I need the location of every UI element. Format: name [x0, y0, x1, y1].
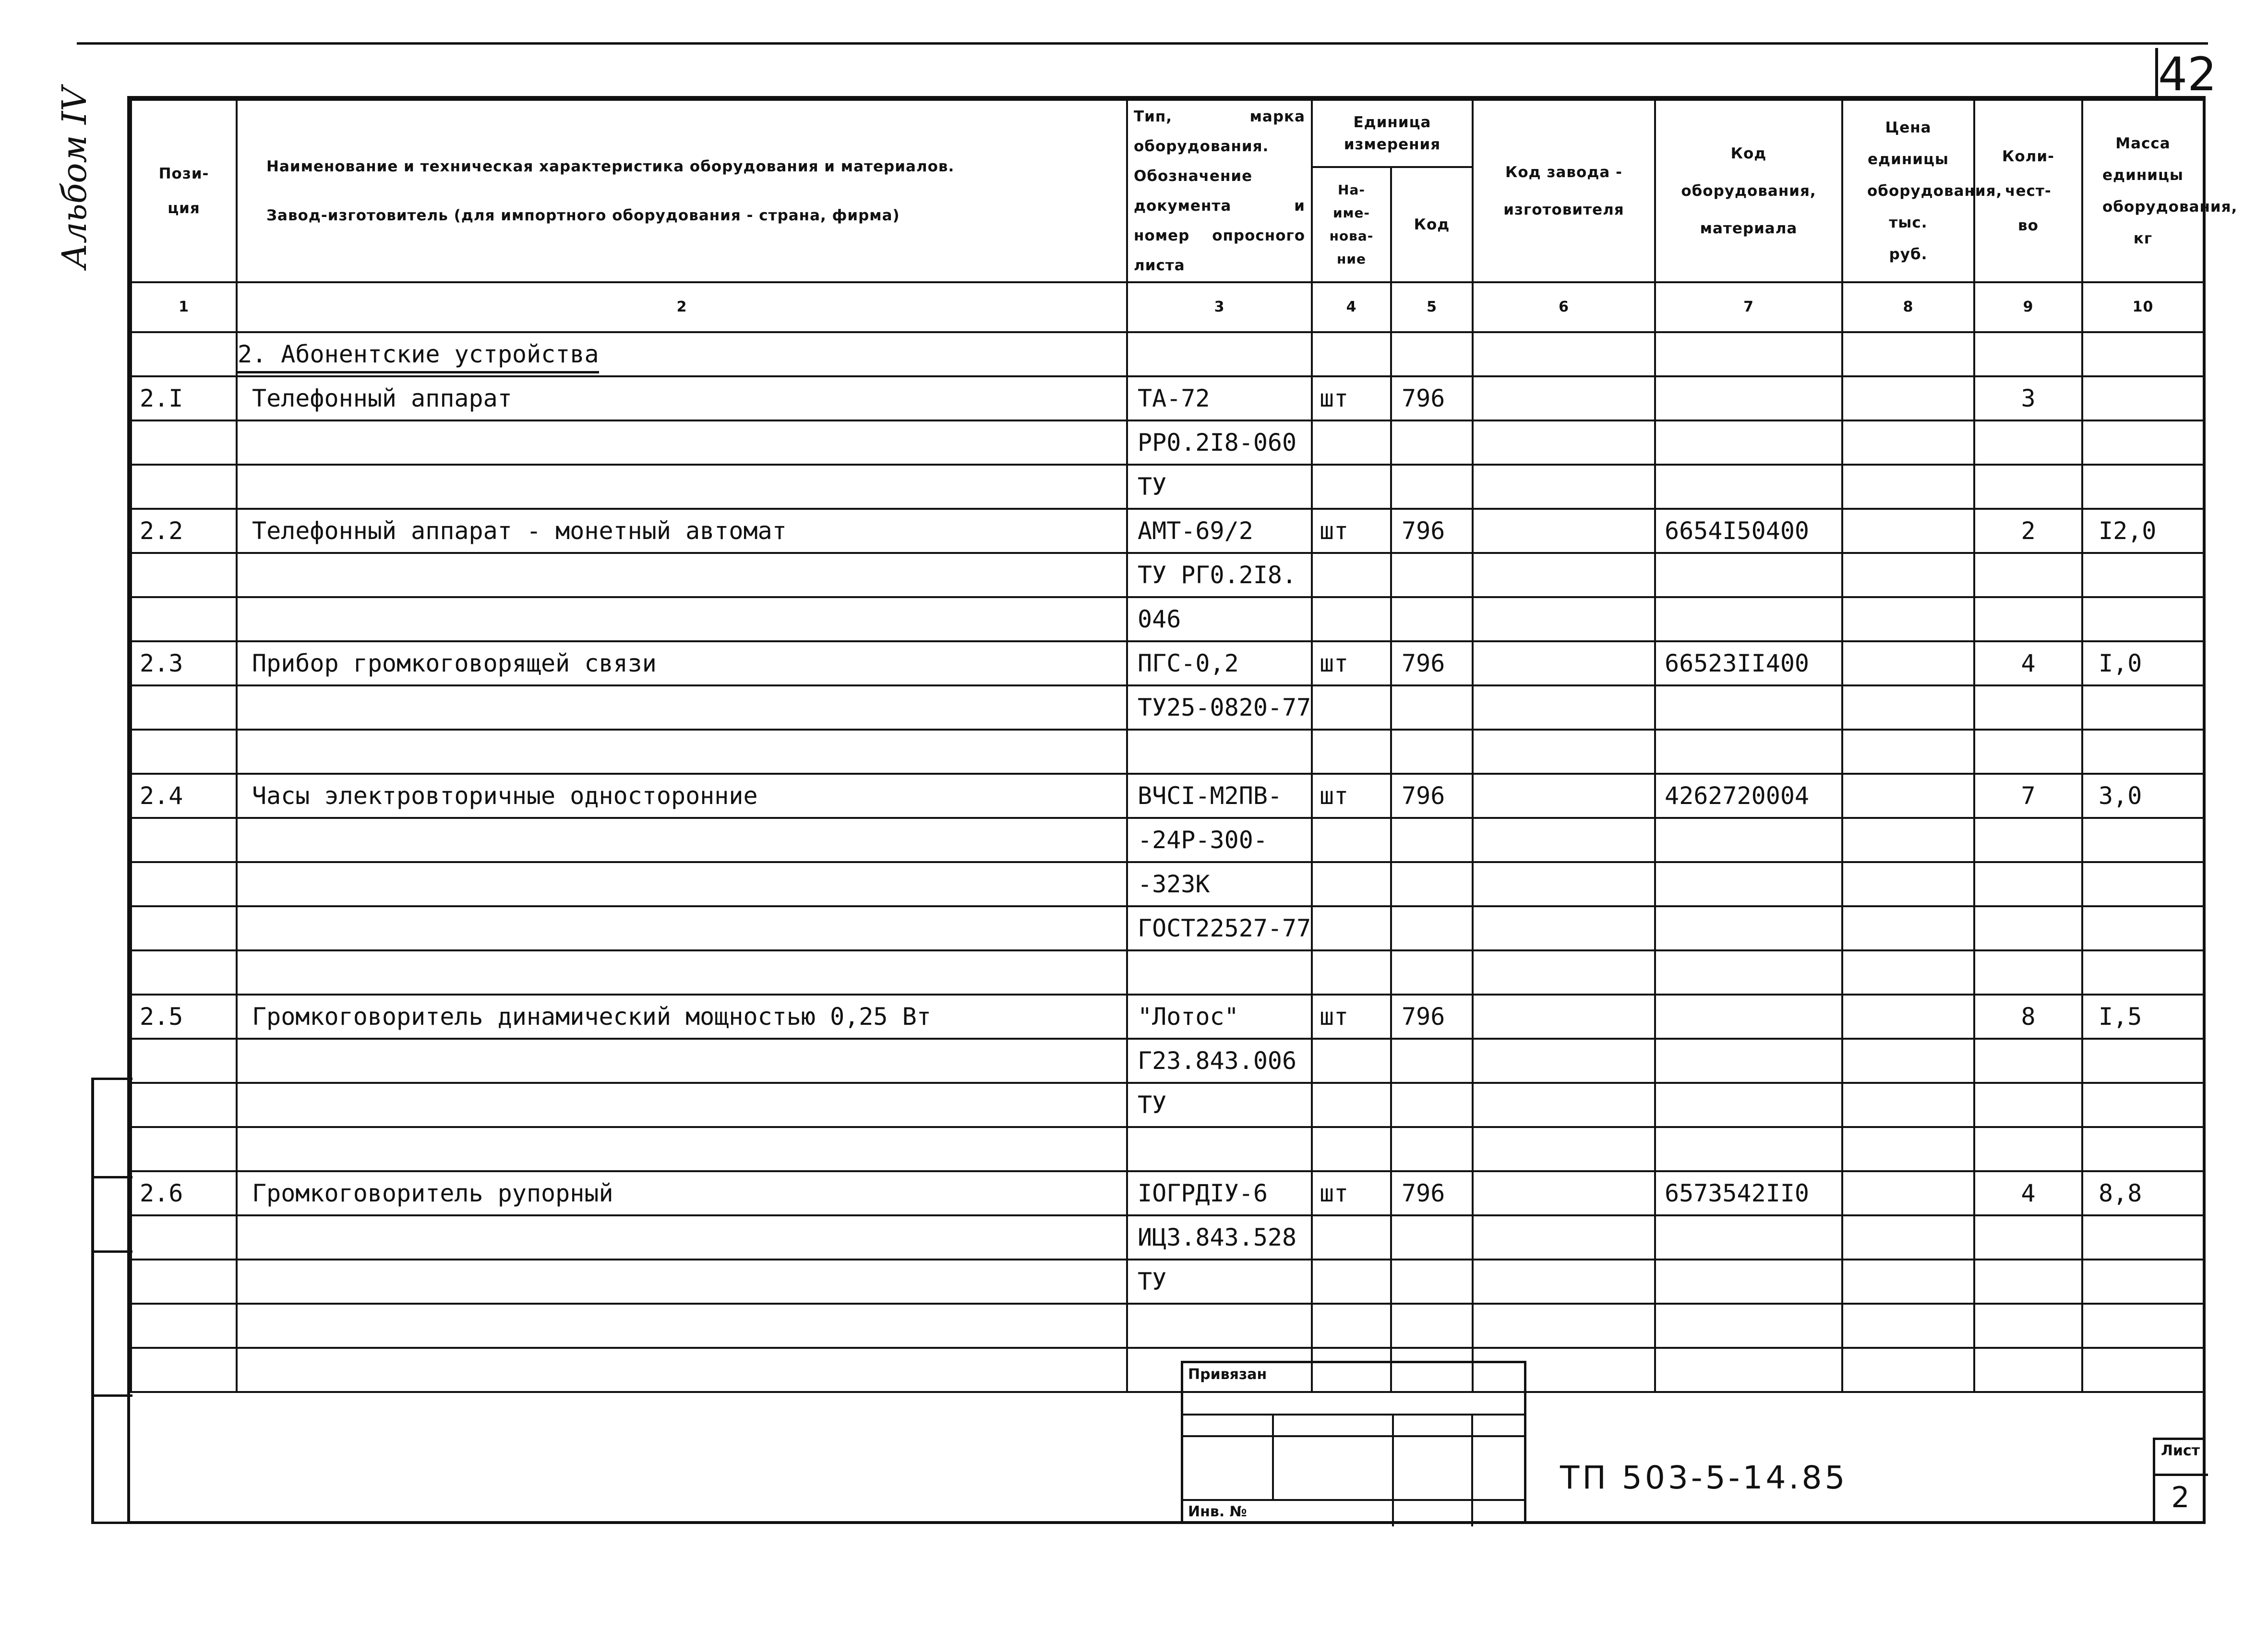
plant-code-cell [1473, 420, 1655, 465]
header-price: Цена единицы оборудования, тыс. руб. [1842, 100, 1974, 282]
name-cell [237, 1215, 1127, 1260]
plant-code-cell [1473, 553, 1655, 597]
mass-cell [2082, 730, 2204, 774]
unit-code-cell: 796 [1391, 509, 1473, 553]
unit-name-cell [1312, 1039, 1391, 1083]
album-label: Альбом IV [55, 86, 94, 269]
position-cell [131, 1039, 237, 1083]
quantity-cell: 3 [1974, 376, 2082, 420]
plant-code-cell [1473, 1171, 1655, 1215]
quantity-cell [1974, 1083, 2082, 1127]
price-cell [1842, 1039, 1974, 1083]
sheet-value: 2 [2171, 1481, 2190, 1514]
table-row [131, 685, 2204, 730]
quantity-cell: 2 [1974, 509, 2082, 553]
mass-cell [2082, 1348, 2204, 1392]
price-cell [1842, 1260, 1974, 1304]
quantity-cell [1974, 1039, 2082, 1083]
unit-name-cell: шт [1312, 641, 1391, 685]
unit-code-cell [1391, 1215, 1473, 1260]
unit-code-cell [1391, 1083, 1473, 1127]
mass-cell: 3,0 [2082, 774, 2204, 818]
plant-code-cell [1473, 995, 1655, 1039]
section-row [131, 332, 2204, 376]
header-unit-group [1312, 100, 1473, 167]
plant-code-cell [1473, 1215, 1655, 1260]
type-cell: "Лотос" [1127, 995, 1312, 1039]
position-cell: 2.5 [131, 995, 237, 1039]
equipment-code-cell [1655, 376, 1842, 420]
plant-code-cell [1473, 641, 1655, 685]
unit-name-cell: шт [1312, 509, 1391, 553]
type-cell: ТУ [1127, 1083, 1312, 1127]
type-cell: 046 [1127, 597, 1312, 641]
price-cell [1842, 1348, 1974, 1392]
table-row [131, 1348, 2204, 1392]
quantity-cell: 7 [1974, 774, 2082, 818]
name-cell [237, 906, 1127, 950]
position-cell: 2.6 [131, 1171, 237, 1215]
name-cell: Часы электровторичные односторонние [237, 774, 1127, 818]
header-position: Пози- ция [131, 100, 237, 282]
name-cell: Телефонный аппарат - монетный автомат [237, 509, 1127, 553]
type-cell: ТУ [1127, 1260, 1312, 1304]
mass-cell [2082, 862, 2204, 906]
equipment-code-cell: 6654I50400 [1655, 509, 1842, 553]
specification-table [130, 99, 2238, 1393]
position-cell [131, 1304, 237, 1348]
position-cell [131, 597, 237, 641]
table-row [131, 774, 2204, 818]
unit-code-cell [1391, 1039, 1473, 1083]
quantity-cell [1974, 906, 2082, 950]
name-cell: Телефонный аппарат [237, 376, 1127, 420]
mass-cell: I,0 [2082, 641, 2204, 685]
type-cell: ПГС-0,2 [1127, 641, 1312, 685]
unit-name-cell [1312, 1215, 1391, 1260]
type-cell [1127, 730, 1312, 774]
document-code: ТП 503-5-14.85 [1560, 1459, 1848, 1496]
price-cell [1842, 862, 1974, 906]
quantity-cell [1974, 553, 2082, 597]
position-cell [131, 1215, 237, 1260]
price-cell [1842, 1304, 1974, 1348]
position-cell: 2.3 [131, 641, 237, 685]
mass-cell [2082, 1039, 2204, 1083]
unit-name-cell [1312, 1127, 1391, 1171]
table-row [131, 1260, 2204, 1304]
table-row [131, 1304, 2204, 1348]
unit-code-cell [1391, 420, 1473, 465]
mass-cell [2082, 1127, 2204, 1171]
mass-cell [2082, 465, 2204, 509]
name-cell [237, 1039, 1127, 1083]
unit-code-cell: 796 [1391, 995, 1473, 1039]
equipment-code-cell: 6573542II0 [1655, 1171, 1842, 1215]
unit-name-cell [1312, 685, 1391, 730]
name-cell [237, 553, 1127, 597]
mass-cell: I2,0 [2082, 509, 2204, 553]
sheet-box [2153, 1438, 2206, 1524]
type-cell [1127, 1304, 1312, 1348]
equipment-code-cell [1655, 1083, 1842, 1127]
section-title [237, 332, 1127, 376]
quantity-cell [1974, 1348, 2082, 1392]
equipment-code-cell [1655, 995, 1842, 1039]
table-row [131, 597, 2204, 641]
unit-code-cell: 796 [1391, 641, 1473, 685]
plant-code-cell [1473, 376, 1655, 420]
mass-cell [2082, 906, 2204, 950]
mass-cell [2082, 597, 2204, 641]
equipment-code-cell [1655, 1260, 1842, 1304]
type-cell: -24Р-300- [1127, 818, 1312, 862]
unit-code-cell [1391, 597, 1473, 641]
table-row [131, 1171, 2204, 1215]
equipment-code-cell [1655, 1215, 1842, 1260]
table-row [131, 465, 2204, 509]
price-cell [1842, 685, 1974, 730]
equipment-code-cell [1655, 553, 1842, 597]
unit-name-cell [1312, 862, 1391, 906]
mass-cell [2082, 685, 2204, 730]
colnum-4: 4 [1312, 282, 1391, 332]
unit-code-cell: 796 [1391, 376, 1473, 420]
type-cell: ТУ25-0820-77 [1127, 685, 1312, 730]
equipment-code-cell [1655, 420, 1842, 465]
position-cell [131, 730, 237, 774]
price-cell [1842, 376, 1974, 420]
quantity-cell [1974, 685, 2082, 730]
type-cell: PP0.2I8-060 [1127, 420, 1312, 465]
unit-code-cell [1391, 950, 1473, 995]
header-name-line2: Завод-изготовитель (для импортного оборудования - страна, фирма) [266, 207, 900, 224]
unit-code-cell [1391, 553, 1473, 597]
binding-stamp-block [1181, 1361, 1526, 1524]
type-cell: ТУ [1127, 465, 1312, 509]
price-cell [1842, 553, 1974, 597]
table-row [131, 1127, 2204, 1171]
unit-name-cell: шт [1312, 995, 1391, 1039]
position-cell [131, 1127, 237, 1171]
colnum-8: 8 [1842, 282, 1974, 332]
unit-name-cell [1312, 950, 1391, 995]
header-mass: Масса единицы оборудования, кг [2082, 100, 2204, 282]
plant-code-cell [1473, 1039, 1655, 1083]
quantity-cell: 8 [1974, 995, 2082, 1039]
position-cell [131, 818, 237, 862]
equipment-code-cell [1655, 1304, 1842, 1348]
type-cell: ТА-72 [1127, 376, 1312, 420]
quantity-cell [1974, 1127, 2082, 1171]
header-unit-code: Код [1391, 167, 1473, 282]
name-cell: Громкоговоритель динамический мощностью 0,25 Вт [237, 995, 1127, 1039]
plant-code-cell [1473, 597, 1655, 641]
name-cell [237, 818, 1127, 862]
top-rule [77, 42, 2208, 45]
name-cell: Громкоговоритель рупорный [237, 1171, 1127, 1215]
table-row [131, 995, 2204, 1039]
table-row [131, 862, 2204, 906]
quantity-cell [1974, 420, 2082, 465]
equipment-code-cell [1655, 465, 1842, 509]
header-name [237, 100, 1127, 282]
plant-code-cell [1473, 906, 1655, 950]
unit-name-cell [1312, 420, 1391, 465]
colnum-9: 9 [1974, 282, 2082, 332]
position-cell [131, 465, 237, 509]
position-cell: 2.I [131, 376, 237, 420]
unit-name-cell [1312, 1260, 1391, 1304]
position-cell: 2.4 [131, 774, 237, 818]
price-cell [1842, 509, 1974, 553]
mass-cell [2082, 1304, 2204, 1348]
unit-name-cell [1312, 553, 1391, 597]
equipment-code-cell [1655, 1039, 1842, 1083]
position-cell [131, 553, 237, 597]
unit-name-cell: шт [1312, 376, 1391, 420]
mass-cell [2082, 420, 2204, 465]
table-row [131, 1215, 2204, 1260]
sheet-number: 42 [2155, 48, 2211, 101]
equipment-code-cell [1655, 685, 1842, 730]
unit-code-cell [1391, 862, 1473, 906]
position-cell: 2.2 [131, 509, 237, 553]
position-cell [131, 1083, 237, 1127]
name-cell [237, 950, 1127, 995]
sheet-box-divider [2155, 1474, 2208, 1476]
type-cell [1127, 1127, 1312, 1171]
header-equip-code: Код оборудования, материала [1655, 100, 1842, 282]
name-cell [237, 1127, 1127, 1171]
unit-code-cell [1391, 818, 1473, 862]
price-cell [1842, 950, 1974, 995]
equipment-code-cell [1655, 1127, 1842, 1171]
inventory-label: Инв. № [1188, 1503, 1247, 1520]
plant-code-cell [1473, 1260, 1655, 1304]
type-cell: IОГРДIУ-6 [1127, 1171, 1312, 1215]
quantity-cell [1974, 597, 2082, 641]
table-row [131, 641, 2204, 685]
price-cell [1842, 465, 1974, 509]
position-cell [131, 420, 237, 465]
plant-code-cell [1473, 730, 1655, 774]
equipment-code-cell [1655, 906, 1842, 950]
unit-code-cell: 796 [1391, 774, 1473, 818]
binding-label: Привязан [1188, 1366, 1267, 1383]
colnum-1: 1 [131, 282, 237, 332]
mass-cell [2082, 1260, 2204, 1304]
quantity-cell [1974, 730, 2082, 774]
price-cell [1842, 906, 1974, 950]
table-row [131, 1039, 2204, 1083]
colnum-3: 3 [1127, 282, 1312, 332]
unit-name-cell [1312, 1083, 1391, 1127]
equipment-code-cell [1655, 950, 1842, 995]
price-cell [1842, 1083, 1974, 1127]
plant-code-cell [1473, 465, 1655, 509]
side-strip [91, 1078, 130, 1524]
unit-code-cell [1391, 1260, 1473, 1304]
type-cell: ГОСТ22527-77 [1127, 906, 1312, 950]
colnum-10: 10 [2082, 282, 2204, 332]
header-plant-code: Код завода - изготовителя [1473, 100, 1655, 282]
unit-code-cell: 796 [1391, 1171, 1473, 1215]
unit-code-cell [1391, 685, 1473, 730]
unit-name-cell [1312, 906, 1391, 950]
type-cell: ИЦ3.843.528 [1127, 1215, 1312, 1260]
unit-code-cell [1391, 730, 1473, 774]
quantity-cell [1974, 1215, 2082, 1260]
name-cell [237, 465, 1127, 509]
type-cell: ТУ РГ0.2I8. [1127, 553, 1312, 597]
quantity-cell: 4 [1974, 1171, 2082, 1215]
price-cell [1842, 641, 1974, 685]
mass-cell [2082, 950, 2204, 995]
mass-cell [2082, 376, 2204, 420]
equipment-code-cell: 66523II400 [1655, 641, 1842, 685]
unit-code-cell [1391, 906, 1473, 950]
table-row [131, 730, 2204, 774]
price-cell [1842, 995, 1974, 1039]
equipment-code-cell [1655, 818, 1842, 862]
table-row [131, 553, 2204, 597]
colnum-7: 7 [1655, 282, 1842, 332]
header-unit-group-text: Единица измерения [1344, 114, 1441, 153]
colnum-6: 6 [1473, 282, 1655, 332]
unit-code-cell [1391, 465, 1473, 509]
colnum-5: 5 [1391, 282, 1473, 332]
table-row [131, 420, 2204, 465]
name-cell [237, 730, 1127, 774]
price-cell [1842, 597, 1974, 641]
equipment-code-cell: 4262720004 [1655, 774, 1842, 818]
equipment-code-cell [1655, 730, 1842, 774]
colnum-2: 2 [237, 282, 1127, 332]
mass-cell [2082, 1083, 2204, 1127]
unit-code-cell [1391, 1304, 1473, 1348]
type-cell: АМТ-69/2 [1127, 509, 1312, 553]
equipment-code-cell [1655, 1348, 1842, 1392]
quantity-cell: 4 [1974, 641, 2082, 685]
sheet-label: Лист [2160, 1442, 2200, 1459]
plant-code-cell [1473, 1083, 1655, 1127]
mass-cell [2082, 818, 2204, 862]
table-row [131, 950, 2204, 995]
name-cell [237, 1260, 1127, 1304]
header-qty: Коли- чест- во [1974, 100, 2082, 282]
quantity-cell [1974, 818, 2082, 862]
table-row [131, 818, 2204, 862]
price-cell [1842, 730, 1974, 774]
equipment-code-cell [1655, 597, 1842, 641]
header-unit-name: На- име- нова- ние [1312, 167, 1391, 282]
price-cell [1842, 1171, 1974, 1215]
mass-cell: 8,8 [2082, 1171, 2204, 1215]
name-cell [237, 1304, 1127, 1348]
type-cell: Г23.843.006 [1127, 1039, 1312, 1083]
position-cell [131, 862, 237, 906]
table-row [131, 1083, 2204, 1127]
section-title-text: 2. Абонентские устройства [238, 340, 599, 373]
plant-code-cell [1473, 818, 1655, 862]
plant-code-cell [1473, 685, 1655, 730]
quantity-cell [1974, 950, 2082, 995]
plant-code-cell [1473, 774, 1655, 818]
type-cell: -323К [1127, 862, 1312, 906]
price-cell [1842, 1127, 1974, 1171]
quantity-cell [1974, 1304, 2082, 1348]
plant-code-cell [1473, 509, 1655, 553]
name-cell: Прибор громкоговорящей связи [237, 641, 1127, 685]
price-cell [1842, 420, 1974, 465]
quantity-cell [1974, 465, 2082, 509]
name-cell [237, 1083, 1127, 1127]
header-type: Тип, марка оборудования. Обозначение документа и номер опросного листа [1127, 100, 1312, 282]
name-cell [237, 420, 1127, 465]
position-cell [131, 906, 237, 950]
unit-name-cell [1312, 597, 1391, 641]
equipment-code-cell [1655, 862, 1842, 906]
mass-cell: I,5 [2082, 995, 2204, 1039]
mass-cell [2082, 553, 2204, 597]
plant-code-cell [1473, 862, 1655, 906]
plant-code-cell [1473, 1127, 1655, 1171]
plant-code-cell [1473, 1304, 1655, 1348]
unit-name-cell [1312, 465, 1391, 509]
mass-cell [2082, 1215, 2204, 1260]
unit-name-cell [1312, 818, 1391, 862]
unit-name-cell: шт [1312, 774, 1391, 818]
table-row [131, 906, 2204, 950]
name-cell [237, 597, 1127, 641]
position-cell [131, 950, 237, 995]
unit-code-cell [1391, 1127, 1473, 1171]
header-name-line1: Наименование и техническая характеристика оборудования и материалов. [266, 158, 955, 175]
unit-name-cell [1312, 730, 1391, 774]
price-cell [1842, 774, 1974, 818]
name-cell [237, 1348, 1127, 1392]
plant-code-cell [1473, 950, 1655, 995]
unit-name-cell: шт [1312, 1171, 1391, 1215]
type-cell [1127, 950, 1312, 995]
price-cell [1842, 1215, 1974, 1260]
unit-name-cell [1312, 1304, 1391, 1348]
quantity-cell [1974, 1260, 2082, 1304]
table-row [131, 509, 2204, 553]
quantity-cell [1974, 862, 2082, 906]
price-cell [1842, 818, 1974, 862]
position-cell [131, 685, 237, 730]
type-cell: ВЧСI-М2ПВ- [1127, 774, 1312, 818]
position-cell [131, 1348, 237, 1392]
position-cell [131, 1260, 237, 1304]
table-row [131, 376, 2204, 420]
name-cell [237, 862, 1127, 906]
name-cell [237, 685, 1127, 730]
